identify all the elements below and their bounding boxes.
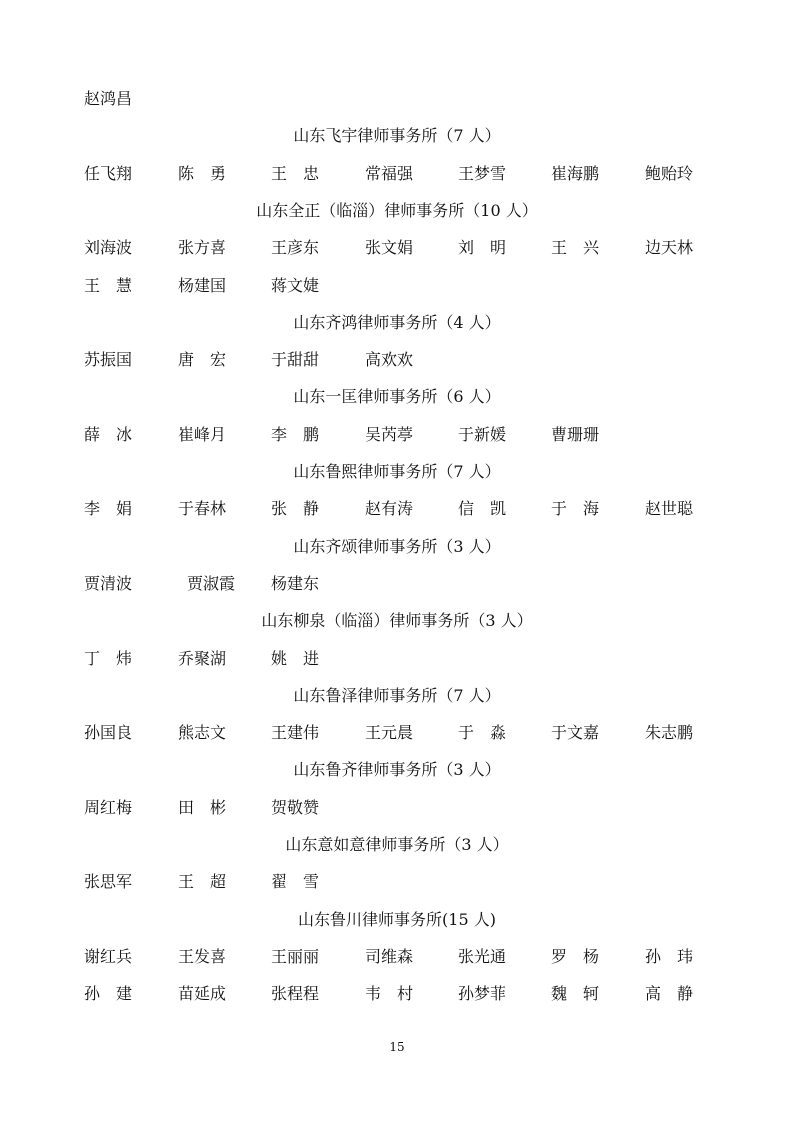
name-row — [0, 640, 794, 677]
name-row — [0, 155, 794, 192]
lawyer-name: 王建伟 — [271, 723, 320, 743]
lawyer-name: 苏振国 — [84, 350, 133, 370]
lawyer-name: 孙梦菲 — [458, 984, 507, 1004]
lawyer-name: 赵有涛 — [365, 499, 414, 519]
lawyer-name: 张 静 — [271, 499, 320, 519]
lawyer-name: 杨建国 — [178, 275, 227, 295]
lawyer-name: 罗 杨 — [551, 946, 600, 966]
lawyer-name: 崔海鹏 — [551, 163, 600, 183]
lawyer-name: 常福强 — [365, 163, 414, 183]
firm-heading: 山东鲁熙律师事务所（7 人） — [293, 462, 501, 481]
firm-heading: 山东齐颂律师事务所（3 人） — [293, 536, 501, 556]
lawyer-name: 信 凯 — [458, 499, 507, 519]
lawyer-name: 姚 进 — [271, 648, 320, 668]
lawyer-name: 朱志鹏 — [645, 723, 694, 743]
lawyer-name: 孙 建 — [84, 984, 133, 1004]
page-number: 15 — [389, 1040, 405, 1054]
lawyer-name: 赵鸿昌 — [84, 89, 133, 108]
lawyer-name: 鲍贻玲 — [645, 163, 694, 183]
name-row — [0, 341, 794, 378]
lawyer-name: 贾淑霞 — [187, 573, 236, 593]
lawyer-name: 赵世聪 — [645, 499, 694, 519]
lawyer-name: 边天林 — [645, 238, 694, 258]
lawyer-name: 崔峰月 — [178, 424, 227, 444]
lawyer-name: 陈 勇 — [178, 163, 227, 183]
lawyer-name: 于文嘉 — [551, 723, 600, 743]
lawyer-name: 张方喜 — [178, 238, 227, 258]
firm-heading: 山东飞宇律师事务所（7 人） — [293, 126, 501, 146]
name-row — [0, 938, 794, 975]
name-row — [0, 229, 794, 266]
name-row — [0, 80, 794, 117]
firm-heading: 山东鲁泽律师事务所（7 人） — [293, 685, 501, 705]
lawyer-name: 张文娟 — [365, 238, 414, 258]
firm-heading: 山东齐鸿律师事务所（4 人） — [293, 312, 501, 332]
lawyer-name: 熊志文 — [178, 723, 227, 743]
lawyer-name: 苗延成 — [178, 984, 227, 1004]
lawyer-name: 杨建东 — [271, 573, 320, 593]
lawyer-name: 王 忠 — [271, 163, 320, 183]
lawyer-name: 李 娟 — [84, 499, 133, 519]
lawyer-name: 周红梅 — [84, 797, 133, 817]
lawyer-name: 任飞翔 — [84, 163, 133, 183]
name-row — [0, 416, 794, 453]
lawyer-name: 于春林 — [178, 499, 227, 519]
lawyer-name: 于 海 — [551, 499, 600, 519]
lawyer-name: 吴芮葶 — [365, 424, 414, 444]
lawyer-name: 高 静 — [645, 984, 694, 1004]
firm-heading: 山东鲁齐律师事务所（3 人） — [293, 760, 501, 780]
firm-heading: 山东全正（临淄）律师事务所（10 人） — [256, 200, 538, 220]
lawyer-name: 刘海波 — [84, 238, 133, 258]
lawyer-name: 蒋文婕 — [271, 275, 320, 295]
lawyer-name: 唐 宏 — [178, 350, 227, 370]
lawyer-name: 于 淼 — [458, 723, 507, 743]
lawyer-name: 曹珊珊 — [551, 424, 600, 444]
lawyer-name: 张思军 — [84, 872, 133, 892]
lawyer-name: 魏 轲 — [551, 984, 600, 1004]
lawyer-name: 孙国良 — [84, 723, 133, 743]
lawyer-name: 王元晨 — [365, 723, 414, 743]
lawyer-name: 于甜甜 — [271, 350, 320, 370]
lawyer-name: 于新媛 — [458, 424, 507, 444]
firm-heading: 山东鲁川律师事务所(15 人) — [298, 909, 496, 929]
lawyer-name: 田 彬 — [178, 797, 227, 817]
lawyer-name: 乔聚湖 — [178, 648, 227, 668]
lawyer-name: 王 慧 — [84, 275, 133, 295]
name-row — [0, 565, 794, 602]
lawyer-name: 丁 炜 — [84, 648, 133, 668]
lawyer-name: 贾清波 — [84, 573, 133, 593]
lawyer-name: 谢红兵 — [84, 946, 133, 966]
name-row — [0, 789, 794, 826]
lawyer-name: 李 鹏 — [271, 424, 320, 444]
lawyer-name: 王 兴 — [551, 238, 600, 258]
name-row — [0, 863, 794, 900]
firm-heading: 山东一匡律师事务所（6 人） — [293, 387, 501, 407]
firm-heading: 山东柳泉（临淄）律师事务所（3 人） — [261, 611, 533, 631]
lawyer-name: 韦 村 — [365, 984, 414, 1004]
lawyer-name: 翟 雪 — [271, 872, 320, 892]
lawyer-name: 王梦雪 — [458, 163, 507, 183]
name-row — [0, 714, 794, 751]
lawyer-name: 薛 冰 — [84, 424, 133, 444]
firm-heading: 山东意如意律师事务所（3 人） — [285, 835, 509, 854]
lawyer-name: 贺敬赞 — [271, 797, 320, 817]
lawyer-name: 张光通 — [458, 946, 507, 966]
lawyer-name: 王丽丽 — [271, 946, 320, 966]
lawyer-name: 司维森 — [365, 946, 414, 966]
name-row — [0, 490, 794, 527]
lawyer-name: 张程程 — [271, 984, 320, 1004]
name-row — [0, 975, 794, 1012]
name-row — [0, 267, 794, 304]
lawyer-name: 刘 明 — [458, 238, 507, 258]
lawyer-name: 孙 玮 — [645, 946, 694, 966]
lawyer-name: 王 超 — [178, 872, 227, 892]
lawyer-name: 王彦东 — [271, 238, 320, 258]
lawyer-name: 王发喜 — [178, 946, 227, 966]
lawyer-name: 高欢欢 — [365, 350, 414, 370]
